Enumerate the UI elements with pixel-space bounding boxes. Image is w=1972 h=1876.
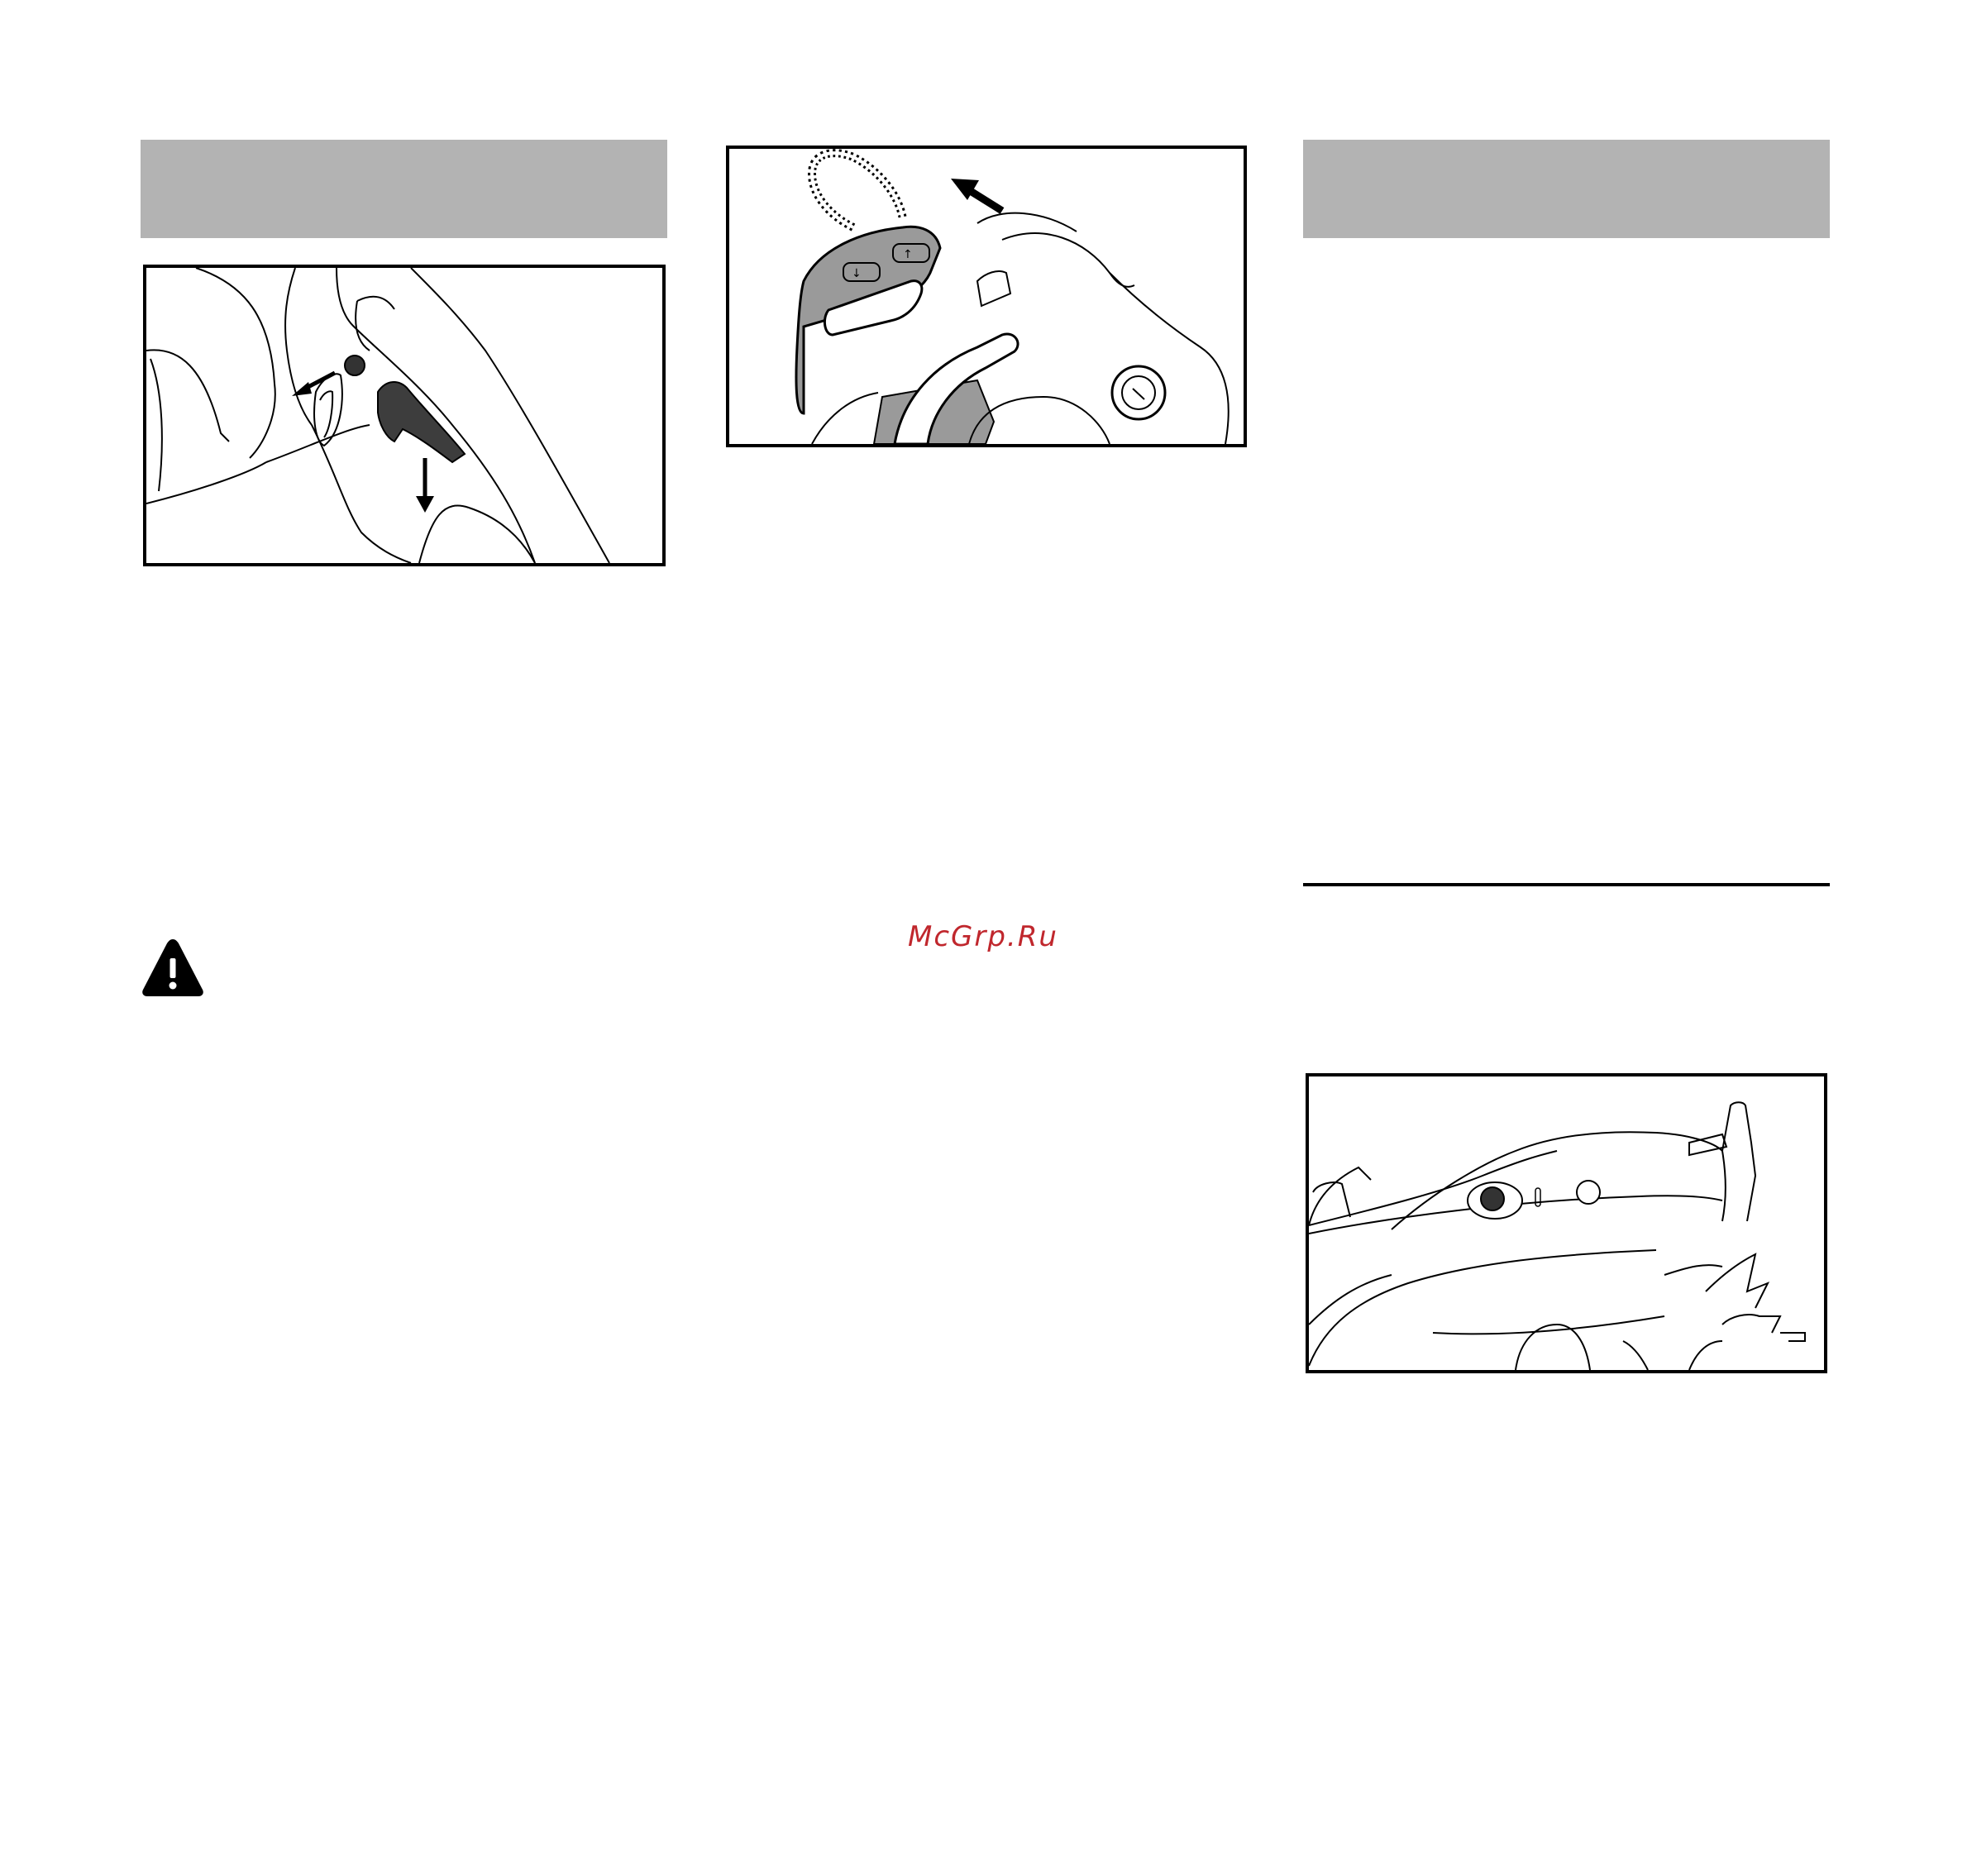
warning-triangle-icon [141,937,205,998]
svg-text:↑: ↑ [903,248,913,261]
svg-text:↓: ↓ [852,267,862,280]
left-section-header-band [141,140,667,238]
figure-chain-brake [726,146,1247,447]
right-section-header-band [1303,140,1830,238]
figure-oil-inspection [1306,1073,1827,1373]
section-divider-rule [1303,883,1830,886]
figure-trigger-lockout [143,265,666,566]
arrow-icon [951,179,1002,211]
watermark-text: McGrp.Ru [908,920,1058,953]
